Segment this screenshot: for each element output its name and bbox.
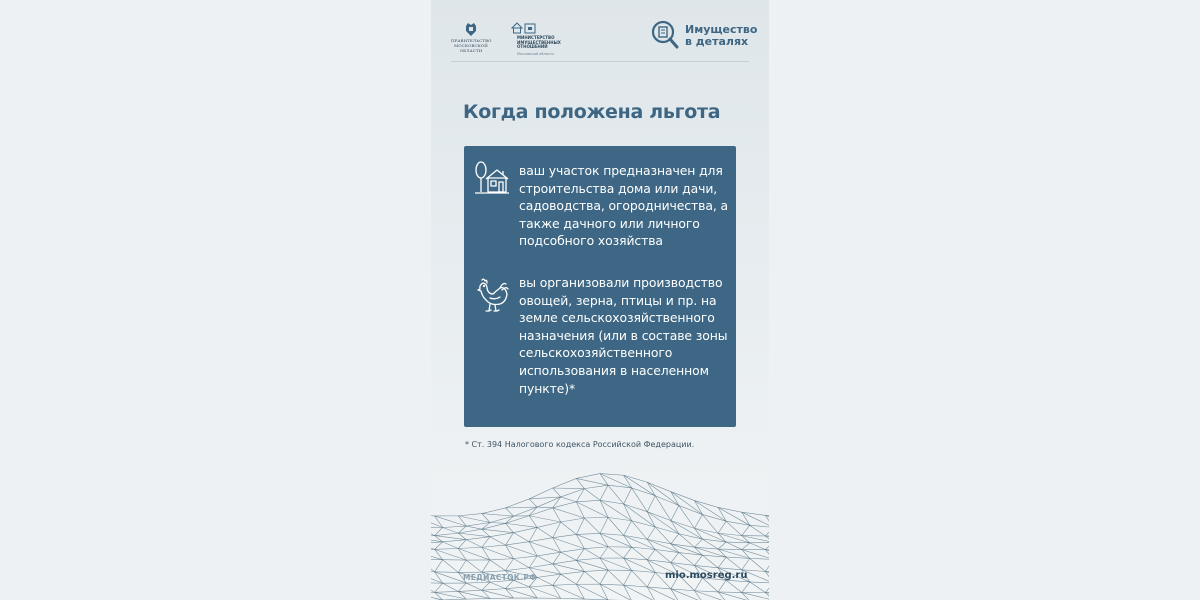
brand-logo [651, 20, 761, 50]
mesh-line [671, 534, 679, 544]
mesh-line [679, 506, 695, 529]
mesh-line [742, 593, 769, 600]
mesh-line [553, 522, 561, 538]
rooster-icon [473, 276, 511, 314]
mesh-line [482, 590, 514, 598]
mesh-line [458, 560, 466, 572]
mesh-line [695, 555, 703, 565]
mesh-line [624, 475, 656, 495]
mesh-line [624, 488, 632, 504]
mesh-line [742, 558, 750, 569]
ministry-region: Московской области [517, 52, 554, 56]
mesh-line [553, 552, 561, 564]
mesh-line [506, 499, 530, 508]
mesh-line [506, 542, 530, 545]
mesh-line [514, 556, 538, 559]
mesh-line [584, 547, 608, 549]
mesh-line [506, 545, 538, 556]
mesh-line [529, 587, 561, 599]
mesh-line [624, 521, 632, 536]
mesh-line [537, 527, 553, 537]
mesh-line [584, 517, 608, 518]
footer-source: МЕДИАСТОК.РФ [463, 573, 537, 582]
brand-line: в деталях [685, 35, 749, 48]
mesh-line [482, 529, 490, 537]
mesh-line [537, 522, 561, 527]
mesh-line [561, 552, 577, 560]
mesh-line [608, 517, 624, 535]
mesh-line [584, 485, 608, 488]
mesh-line [482, 508, 506, 514]
gov-logo-line: ПРАВИТЕЛЬСТВО [451, 38, 492, 43]
mesh-line [608, 485, 624, 504]
mesh-line [703, 555, 719, 568]
mesh-line [529, 538, 553, 542]
mesh-line [553, 488, 561, 497]
mesh-line [647, 572, 655, 587]
mesh-line [576, 571, 584, 584]
mesh-line [482, 529, 514, 533]
mesh-line [742, 512, 769, 527]
mesh-line [742, 525, 750, 535]
mesh-line [561, 549, 585, 553]
mesh-line [584, 489, 600, 501]
mesh-line [695, 539, 703, 547]
mesh-line [537, 577, 553, 585]
mesh-line [632, 547, 656, 549]
mesh-line [624, 570, 632, 585]
mesh-line [561, 598, 585, 599]
mesh-line [529, 499, 537, 507]
mesh-line [561, 497, 577, 502]
mesh-line [750, 558, 769, 559]
gov-logo-line: ОБЛАСТИ [459, 48, 483, 53]
mesh-line [458, 591, 490, 598]
mesh-line [537, 507, 553, 508]
mesh-line [553, 560, 577, 564]
mesh-line [600, 570, 608, 584]
mesh-line [765, 515, 769, 527]
mesh-line [726, 542, 742, 550]
mesh-line [718, 557, 726, 568]
mesh-line [553, 534, 577, 537]
mesh-line [561, 574, 577, 584]
mesh-line [482, 545, 506, 547]
mesh-line [750, 582, 769, 583]
mesh-line [482, 571, 506, 573]
mesh-line [466, 598, 490, 599]
mesh-line [482, 589, 506, 591]
mesh-line [431, 549, 435, 550]
mesh-line [561, 518, 585, 522]
mesh-line [537, 556, 553, 564]
mesh-line [608, 517, 632, 520]
mesh-line [529, 488, 553, 499]
mesh-line [718, 592, 742, 593]
mesh-line [553, 478, 577, 488]
mesh-line [466, 537, 490, 540]
mesh-line [553, 538, 585, 549]
mesh-line [671, 492, 679, 506]
mesh-line [632, 521, 656, 527]
mesh-line [537, 574, 561, 577]
mesh-line [718, 542, 726, 549]
mesh-line [632, 488, 648, 512]
mesh-line [443, 540, 467, 542]
mesh-line [458, 583, 466, 591]
mesh-line [431, 515, 435, 516]
mesh-line [506, 507, 538, 508]
benefit-conditions-panel [464, 146, 736, 427]
mesh-line [506, 568, 530, 571]
mesh-line [435, 533, 459, 535]
mesh-line [718, 580, 726, 592]
list-item-text: ваш участок предназначен для строительства дома или дачи, садоводства, огородничества, а также дачного или личного подсобного хозяйства [519, 163, 728, 249]
ministry-logo-line: ОТНОШЕНИЙ [517, 44, 548, 50]
mesh-line [750, 582, 766, 593]
mesh-line [647, 482, 671, 491]
footer-website: mio.mosreg.ru [665, 570, 748, 581]
mesh-line [482, 547, 514, 558]
mesh-line [765, 571, 769, 583]
mesh-line [750, 558, 766, 571]
mesh-line [529, 497, 561, 499]
mesh-line [600, 500, 624, 504]
mesh-line [529, 527, 537, 541]
mesh-line [600, 558, 632, 570]
infographic-card [431, 0, 769, 600]
mesh-line [671, 589, 703, 600]
header-divider [451, 61, 749, 62]
mesh-line [506, 559, 514, 571]
mesh-line [514, 533, 530, 542]
mesh-line [742, 543, 750, 550]
mesh-line [576, 518, 584, 534]
mesh-line [576, 549, 584, 561]
mesh-line [576, 533, 600, 534]
mesh-line [431, 527, 435, 535]
mesh-line [600, 485, 608, 500]
mesh-line [624, 535, 648, 539]
ministry-logo-line: ИМУЩЕСТВЕННЫХ [517, 39, 561, 45]
mesh-line [514, 527, 538, 532]
mesh-line [576, 500, 600, 502]
mesh-line [514, 559, 530, 568]
mesh-line [431, 536, 435, 537]
mesh-line [553, 488, 585, 489]
ministry-logo-line: МИНИСТЕРСТВО [517, 35, 555, 40]
mesh-line [576, 558, 600, 560]
mesh-line [624, 504, 648, 512]
mesh-line [529, 564, 553, 568]
gov-logo-line: МОСКОВСКОЙ [454, 43, 488, 48]
mesh-line [458, 533, 490, 537]
mesh-line [765, 559, 769, 571]
mesh-line [647, 496, 655, 512]
coat-of-arms-icon [465, 22, 477, 36]
mesh-line [458, 547, 482, 548]
mesh-line [537, 552, 561, 556]
mesh-line [431, 559, 435, 571]
mesh-line [624, 547, 632, 558]
mesh-line [561, 522, 577, 534]
mesh-line [655, 496, 671, 521]
mesh-line [584, 518, 600, 533]
mesh-line [506, 523, 538, 527]
mesh-line [482, 514, 514, 517]
government-logo [451, 22, 491, 58]
mesh-line [576, 534, 608, 546]
mesh-line [726, 580, 742, 592]
mesh-line [576, 474, 600, 479]
mesh-line [584, 570, 608, 571]
mesh-line [679, 553, 695, 566]
mesh-line [435, 583, 443, 592]
mesh-line [765, 515, 769, 528]
mesh-line [671, 553, 679, 563]
mesh-line [435, 516, 467, 526]
mesh-line [529, 585, 553, 587]
mesh-line [490, 559, 514, 560]
mesh-line [443, 560, 459, 573]
mesh-line [506, 523, 514, 532]
mesh-line [600, 547, 608, 558]
mesh-line [466, 583, 482, 590]
mesh-line [742, 582, 750, 593]
mesh-line [482, 582, 490, 590]
ministry-logo [511, 22, 581, 58]
mesh-line [435, 548, 459, 549]
ministry-building-icon [511, 22, 537, 34]
mesh-line [458, 540, 466, 549]
mesh-line [576, 489, 584, 502]
mesh-line [561, 571, 585, 574]
mesh-line [632, 521, 648, 540]
mesh-line [671, 492, 695, 501]
mesh-line [490, 523, 506, 524]
mesh-line [561, 489, 585, 497]
mesh-line [443, 542, 459, 549]
list-item-text: вы организовали производство овощей, зерна, птицы и пр. на земле сельскохозяйственного назначения (или в составе зоны сельскохозяйственного использования в населенном пункте)* [519, 275, 728, 396]
mesh-line [600, 517, 608, 533]
mesh-line [600, 584, 624, 585]
mesh-line [647, 587, 679, 600]
mesh-line [443, 526, 467, 527]
mesh-line [647, 512, 671, 521]
mesh-line [506, 589, 538, 598]
mesh-line [514, 507, 538, 516]
mesh-line [435, 542, 443, 550]
mesh-line [490, 560, 506, 571]
mesh-line [632, 570, 648, 586]
mesh-line [506, 516, 530, 524]
mesh-line [482, 547, 490, 560]
mesh-line [647, 560, 671, 563]
mesh-line [765, 527, 769, 536]
footnote: * Ст. 394 Налогового кодекса Российской Федерации. [465, 440, 695, 449]
mesh-line [443, 528, 459, 534]
mesh-line [608, 570, 624, 585]
mesh-line [576, 502, 608, 518]
mesh-line [458, 590, 482, 591]
mesh-line [765, 542, 769, 549]
mesh-line [726, 542, 750, 543]
mesh-line [584, 549, 600, 558]
brand-line: Имущество [685, 23, 758, 36]
mesh-line [435, 560, 443, 572]
mesh-line [750, 543, 766, 550]
mesh-line [506, 533, 514, 545]
house-icon [473, 160, 511, 198]
mesh-line [431, 544, 435, 550]
mesh-line [765, 583, 769, 593]
mesh-line [624, 504, 656, 527]
mesh-line [435, 591, 459, 592]
mesh-line [466, 540, 482, 548]
mesh-line [458, 548, 490, 559]
mesh-line [695, 501, 727, 522]
mesh-line [584, 571, 600, 584]
mesh-line [647, 549, 655, 559]
magnifier-building-icon [651, 20, 679, 50]
mesh-line [490, 533, 514, 537]
mesh-line [490, 582, 506, 589]
mesh-line [553, 584, 577, 585]
mesh-line [576, 560, 608, 570]
mesh-line [431, 583, 435, 593]
mesh-line [435, 528, 443, 536]
mesh-line [506, 587, 530, 589]
mesh-line [679, 506, 703, 515]
mesh-line [632, 547, 648, 560]
mesh-line [529, 516, 561, 522]
page-title: Когда положена льгота [463, 101, 721, 123]
mesh-line [482, 560, 490, 572]
mesh-line [443, 583, 459, 591]
mesh-line [482, 537, 490, 548]
mesh-line [718, 521, 726, 533]
header [431, 0, 769, 62]
mesh-line [466, 582, 490, 583]
mesh-line [435, 592, 467, 599]
mesh-line [671, 506, 679, 521]
mesh-line [490, 537, 506, 545]
mesh-line [695, 515, 703, 529]
mesh-line [750, 525, 766, 536]
mesh-line [466, 526, 482, 529]
mesh-line [608, 547, 624, 558]
mesh-line [529, 556, 537, 568]
mesh-line [506, 508, 514, 516]
mesh-line [647, 527, 655, 539]
mesh-line [466, 560, 482, 572]
mesh-line [435, 572, 459, 573]
mesh-line [458, 514, 482, 516]
mesh-line [671, 521, 695, 529]
mesh-line [718, 507, 742, 512]
mesh-line [726, 557, 742, 570]
mesh-line [718, 549, 742, 550]
mesh-line [529, 516, 537, 528]
mesh-line [632, 488, 656, 496]
mesh-line [695, 565, 719, 567]
mesh-line [553, 574, 561, 585]
